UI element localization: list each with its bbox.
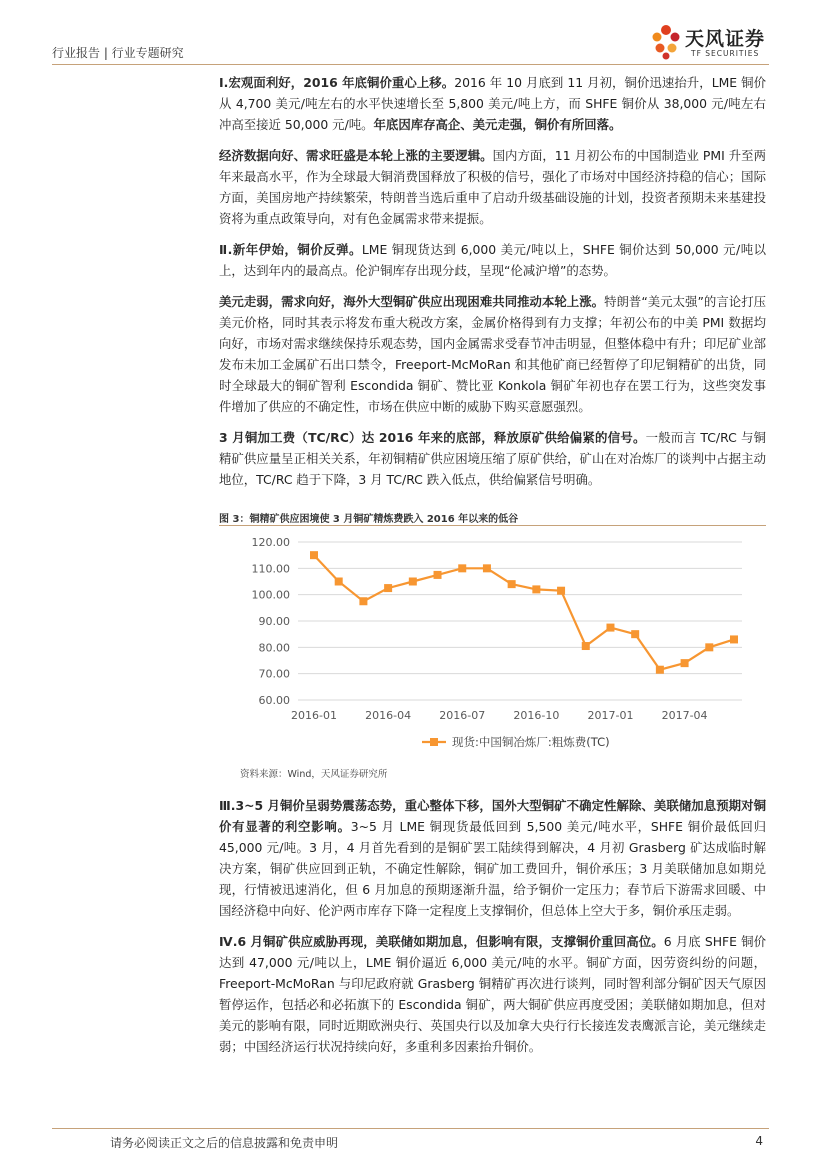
- data-point: [384, 584, 392, 592]
- series-line: [314, 555, 734, 670]
- data-point: [409, 578, 417, 586]
- figure-source: 资料来源：Wind，天风证券研究所: [240, 769, 388, 780]
- data-point: [705, 643, 713, 651]
- y-tick-label: 70.00: [258, 667, 290, 681]
- brand-name: 天风证券: [685, 28, 766, 50]
- tc-line-chart: [222, 528, 767, 760]
- paragraph-2: [219, 145, 766, 229]
- x-tick-label: 2017-01: [587, 709, 634, 722]
- logo-flower-icon: [647, 22, 685, 62]
- x-tick-label: 2016-07: [439, 709, 486, 722]
- data-point: [458, 564, 466, 572]
- header-divider: [52, 64, 769, 65]
- upper-body: [219, 72, 766, 500]
- data-point: [631, 630, 639, 638]
- para-2-lead: 经济数据向好、需求旺盛是本轮上涨的主要逻辑。: [219, 148, 493, 163]
- brand-logo: [647, 22, 767, 62]
- para-7-body: 6 月底 SHFE 铜价达到 47,000 元/吨以上，LME 铜价逼近 6,000 美元/吨的水平。铜矿方面，因劳资纠纷的问题，Freeport-McMoRan 与印尼政府就 Grasberg 铜精矿再次进行谈判，同时智利部分铜矿因天气原因暂停运作，包括必和必拓旗下的 Escondida 铜矿，两大铜矿供应再度受困；美联储如期加息，但对美元的影响有限，同时近期欧洲央行、英国央行以及加拿大央行行长接连发表鹰派言论，美元继续走弱；中国经济运行状况持续向好，多重利多因素抬升铜价。: [219, 934, 766, 1054]
- paragraph-3: [219, 239, 766, 281]
- data-point: [557, 587, 565, 595]
- data-point: [508, 580, 516, 588]
- y-tick-label: 120.00: [251, 536, 290, 549]
- x-tick-label: 2016-01: [291, 709, 337, 722]
- para-6-body: 3~5 月 LME 铜现货最低回到 5,500 美元/吨水平，SHFE 铜价最低回归 45,000 元/吨。3 月，4 月首先看到的是铜矿罢工陆续得到解决，4 月初 Grasberg 矿达成临时解决方案，铜矿供应回到正轨，不确定性解除，铜矿加工费回升，铜价承压；3 月美联储加息如期兑现，行情被迅速消化，但 6 月加息的预期逐渐升温，给予铜价一定压力；春节后下游需求回暖、中国经济稳中向好、伦沪两市库存下降一定程度上支撑铜价，但总体上空大于多，铜价承压走弱。: [219, 819, 766, 918]
- para-4-lead: 美元走弱，需求向好，海外大型铜矿供应出现困难共同推动本轮上涨。: [219, 294, 605, 309]
- figure-title: 图 3：铜精矿供应困境使 3 月铜矿精炼费跌入 2016 年以来的低谷: [219, 514, 519, 525]
- para-5-lead: 3 月铜加工费（TC/RC）达 2016 年来的底部，释放原矿供给偏紧的信号。: [219, 430, 646, 445]
- data-point: [532, 585, 540, 593]
- data-point: [359, 597, 367, 605]
- paragraph-6: [219, 795, 766, 921]
- lower-body: [219, 795, 766, 1067]
- figure-divider: [219, 525, 766, 526]
- legend-label: 现货:中国铜冶炼厂:粗炼费(TC): [452, 735, 610, 749]
- paragraph-4: [219, 291, 766, 417]
- data-point: [310, 551, 318, 559]
- footer-disclaimer: 请务必阅读正文之后的信息披露和免责申明: [110, 1136, 339, 1150]
- y-tick-label: 80.00: [258, 641, 290, 655]
- data-point: [606, 624, 614, 632]
- data-point: [483, 564, 491, 572]
- para-5-body: 一般而言 TC/RC 与铜精矿供应量呈正相关关系，年初铜精矿供应困境压缩了原矿供给，矿山在对冶炼厂的谈判中占据主动地位，TC/RC 趋于下降，3 月 TC/RC 跌入低点，供给偏紧信号明确。: [219, 430, 766, 487]
- para-7-lead: Ⅳ.6 月铜矿供应威胁再现，美联储如期加息，但影响有限，支撑铜价重回高位。: [219, 934, 664, 949]
- data-point: [582, 642, 590, 650]
- page-number: 4: [755, 1134, 763, 1148]
- y-tick-label: 90.00: [258, 615, 290, 628]
- para-1-body: 2016 年 10 月底到 11 月初，铜价迅速抬升，LME 铜价从 4,700 美元/吨左右的水平快速增长至 5,800 美元/吨上方，而 SHFE 铜价从 38,000 元/吨左右冲高至接近 50,000 元/吨。: [219, 75, 766, 132]
- data-point: [335, 578, 343, 586]
- data-point: [681, 659, 689, 667]
- data-point: [656, 666, 664, 674]
- para-1-tail: 年底因库存高企、美元走强，铜价有所回落。: [373, 117, 622, 132]
- brand-name-en: TF SECURITIES: [691, 49, 760, 58]
- paragraph-7: [219, 931, 766, 1057]
- report-category: 行业报告 | 行业专题研究: [52, 46, 184, 60]
- para-1-lead: Ⅰ.宏观面利好，2016 年底铜价重心上移。: [219, 75, 455, 90]
- para-6-lead: Ⅲ.3~5 月铜价呈弱势震荡态势，重心整体下移，国外大型铜矿不确定性解除、美联储加息预期对铜价有显著的利空影响。: [219, 798, 766, 834]
- para-2-body: 国内方面，11 月初公布的中国制造业 PMI 升至两年来最高水平，作为全球最大铜消费国释放了积极的信号，强化了市场对中国经济持稳的信心；国际方面，美国房地产持续繁荣，特朗普当选后重申了启动升级基础设施的计划，投资者预期未来基建投资将为重点政策导向，对有色金属需求带来提振。: [219, 148, 766, 226]
- legend-marker: [430, 738, 438, 746]
- data-point: [434, 571, 442, 579]
- x-tick-label: 2016-04: [365, 709, 412, 722]
- paragraph-5: [219, 427, 766, 490]
- y-tick-label: 60.00: [258, 694, 290, 707]
- para-3-body: LME 铜现货达到 6,000 美元/吨以上，SHFE 铜价达到 50,000 元/吨以上，达到年内的最高点。伦沪铜库存出现分歧，呈现“伦减沪增”的态势。: [219, 242, 767, 278]
- para-3-lead: Ⅱ.新年伊始，铜价反弹。: [219, 242, 362, 257]
- para-4-body: 特朗普“美元太强”的言论打压美元价格，同时其表示将发布重大税改方案，金属价格得到有力支撑；年初公布的中美 PMI 数据均向好，市场对需求继续保持乐观态势，国内金属需求受春节冲击明显，但整体稳中有升；印尼矿业部发布未加工金属矿石出口禁令，Freeport-McMoRan 和其他矿商已经暂停了印尼铜精矿的出货，同时全球最大的铜矿智利 Escondida 铜矿、赞比亚 Konkola 铜矿年初也存在罢工行为，这些突发事件增加了供应的不确定性，市场在供应中断的威胁下购买意愿强烈。: [219, 294, 767, 414]
- data-point: [730, 635, 738, 643]
- y-tick-label: 110.00: [251, 562, 290, 576]
- x-tick-label: 2016-10: [513, 709, 560, 722]
- y-tick-label: 100.00: [251, 588, 290, 602]
- paragraph-1: [219, 72, 766, 135]
- x-tick-label: 2017-04: [661, 709, 708, 722]
- footer-divider: [52, 1128, 769, 1129]
